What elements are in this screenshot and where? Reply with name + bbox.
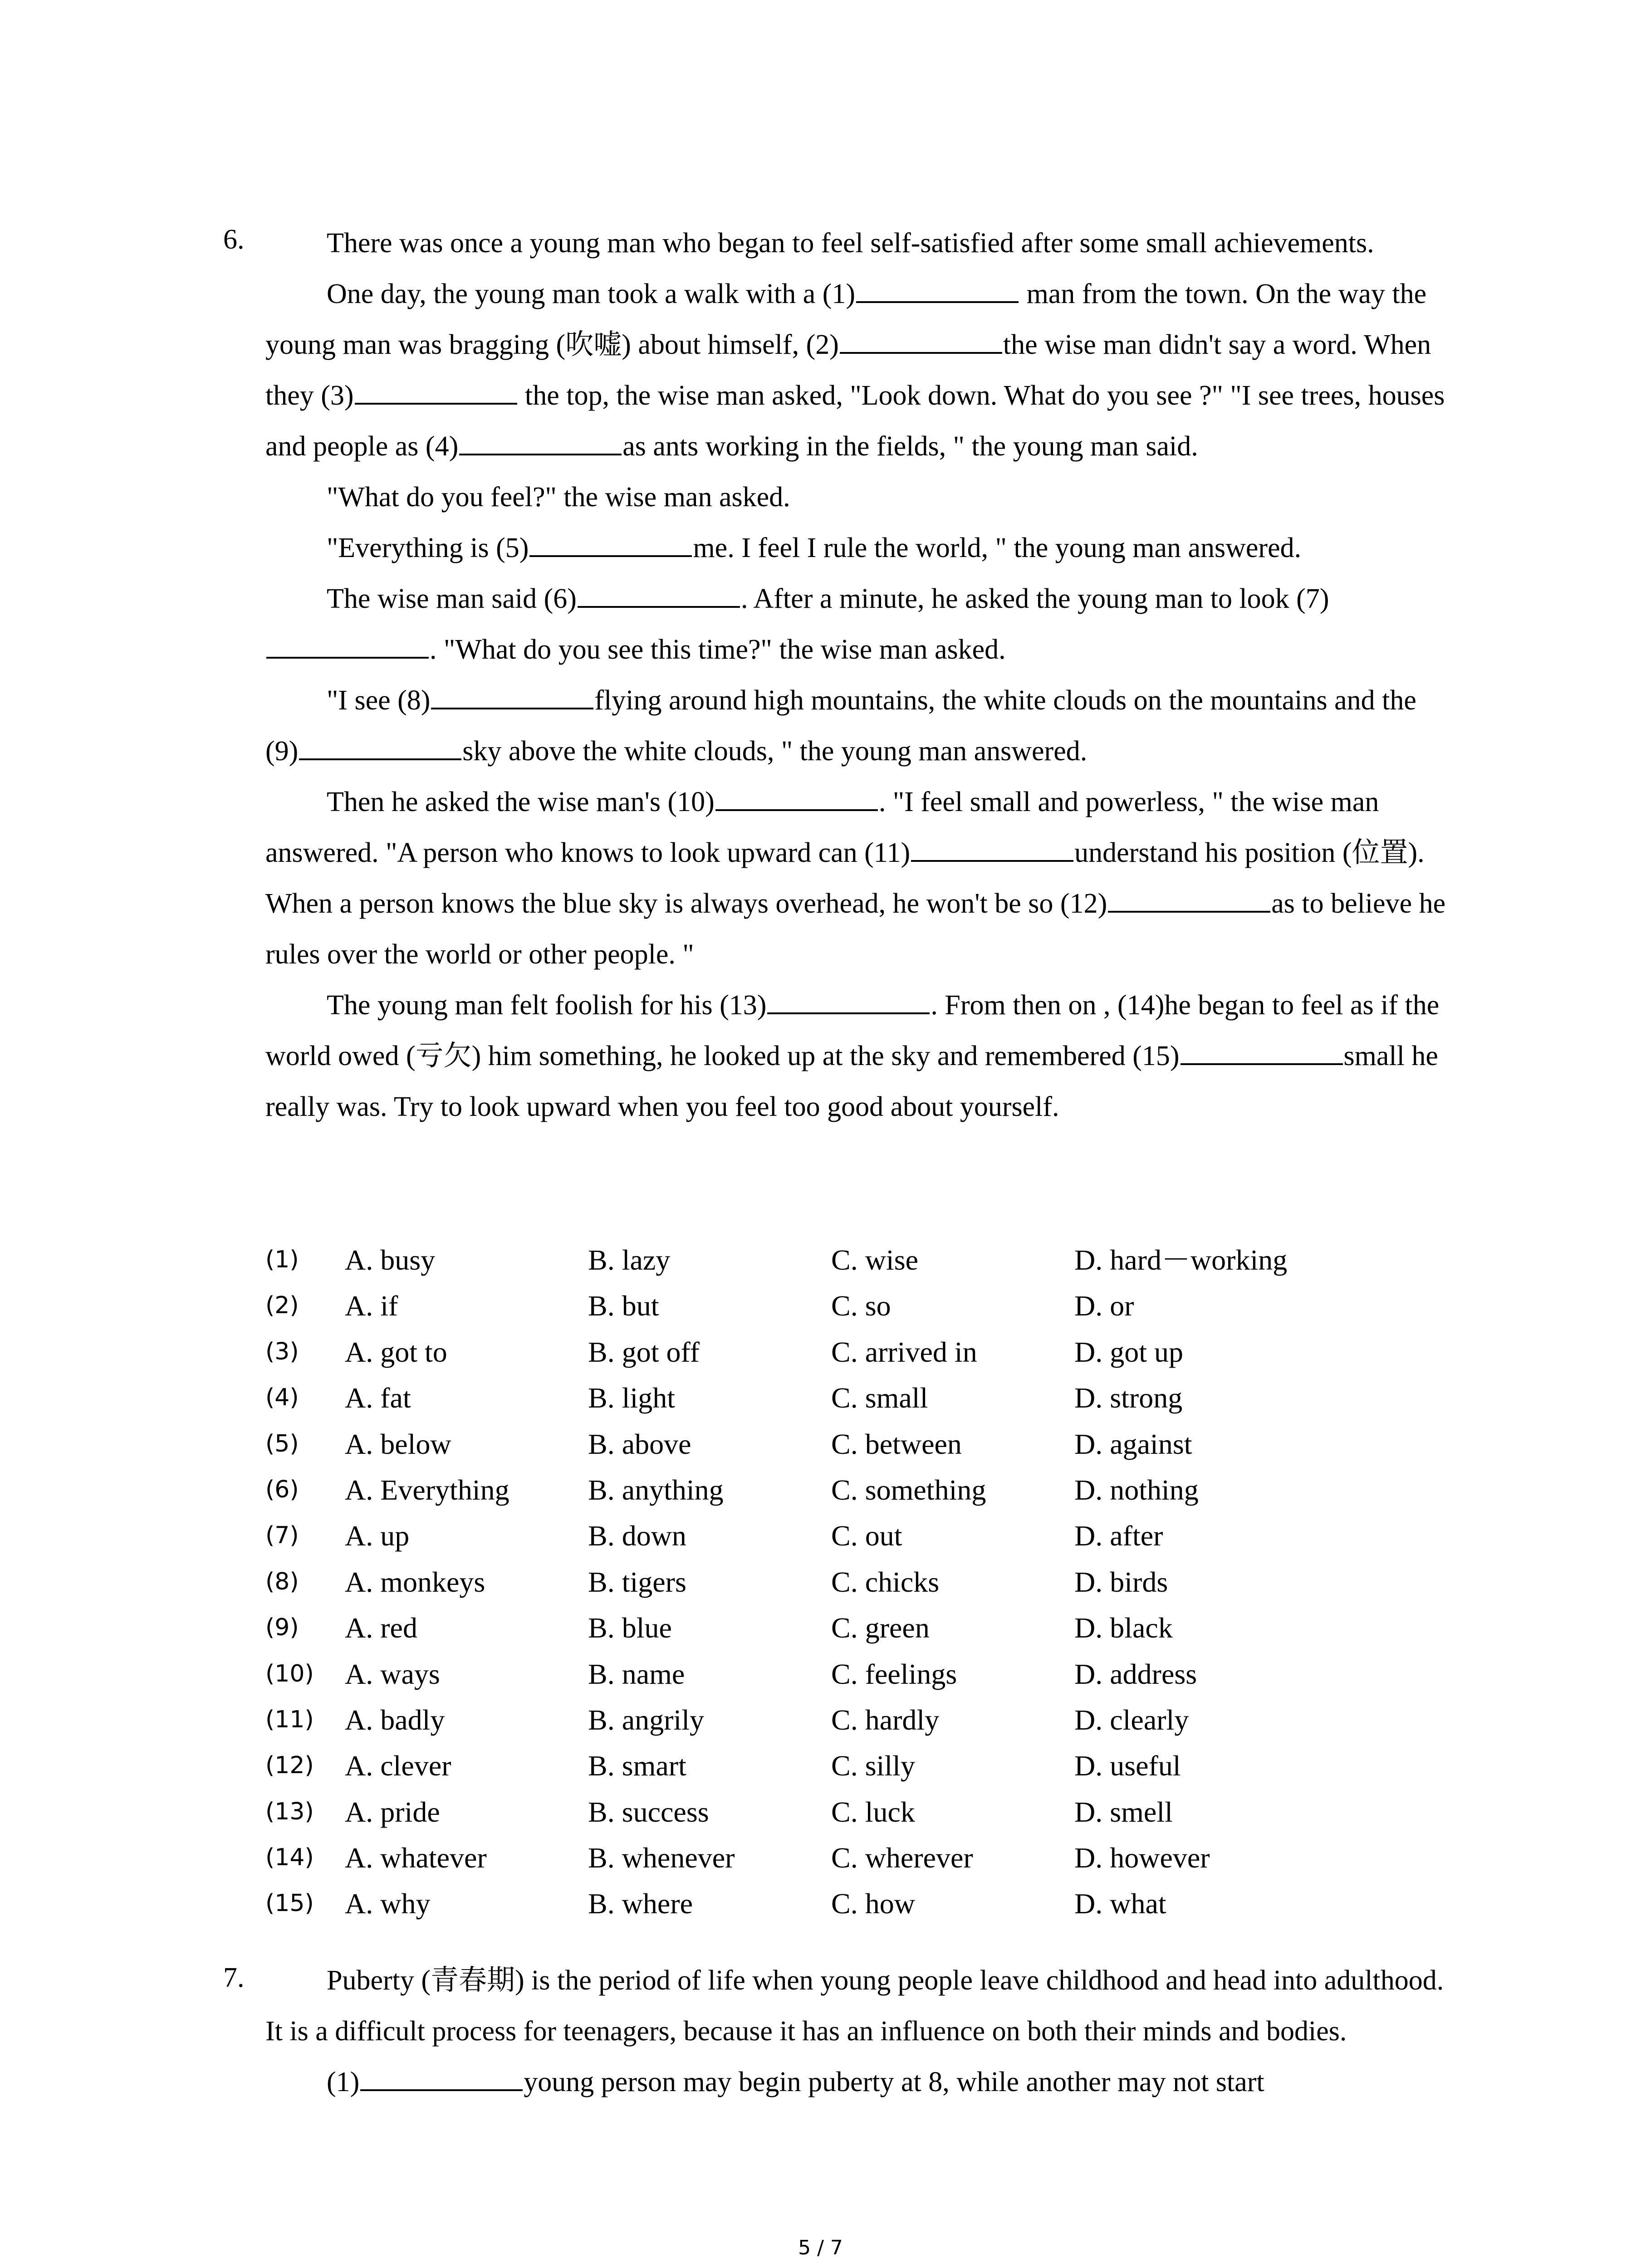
option-c[interactable]: C. between xyxy=(831,1427,962,1460)
option-d[interactable]: D. nothing xyxy=(1074,1473,1199,1506)
option-b[interactable]: B. whenever xyxy=(588,1842,735,1874)
option-b[interactable]: B. smart xyxy=(588,1750,686,1782)
option-d[interactable]: D. useful xyxy=(1074,1750,1181,1782)
option-number: (11) xyxy=(265,1706,314,1733)
option-c[interactable]: C. hardly xyxy=(831,1703,940,1736)
answer-blank-2[interactable] xyxy=(840,324,1002,354)
option-a[interactable]: A. below xyxy=(345,1427,451,1460)
option-number: (8) xyxy=(265,1568,299,1595)
option-number: (14) xyxy=(265,1844,314,1872)
option-number: (10) xyxy=(265,1660,314,1687)
option-c[interactable]: C. wherever xyxy=(831,1842,973,1874)
question-7-passage xyxy=(265,1955,1454,2107)
passage-paragraph xyxy=(265,980,1454,1132)
passage-paragraph: "What do you feel?" the wise man asked. xyxy=(327,482,790,513)
option-number: (9) xyxy=(265,1614,299,1642)
text-segment: understand his position (位置). When a person knows the blue sky is always overhead, he won't be so (12) xyxy=(265,837,1425,919)
option-c[interactable]: C. green xyxy=(831,1612,930,1644)
option-row xyxy=(265,1881,1445,1926)
option-d[interactable]: D. clearly xyxy=(1074,1703,1189,1736)
option-c[interactable]: C. small xyxy=(831,1382,928,1414)
answer-blank-1[interactable] xyxy=(856,273,1019,303)
option-a[interactable]: A. busy xyxy=(345,1244,436,1276)
option-c[interactable]: C. chicks xyxy=(831,1565,940,1598)
option-number: (2) xyxy=(265,1292,299,1320)
option-number: (5) xyxy=(265,1430,299,1457)
option-a[interactable]: A. got to xyxy=(345,1335,447,1368)
option-a[interactable]: A. fat xyxy=(345,1382,411,1414)
answer-blank-11[interactable] xyxy=(911,832,1073,862)
option-row xyxy=(265,1329,1445,1375)
option-d[interactable]: D. against xyxy=(1074,1427,1192,1460)
option-c[interactable]: C. out xyxy=(831,1520,902,1552)
answer-blank-1[interactable] xyxy=(360,2061,523,2091)
option-b[interactable]: B. anything xyxy=(588,1473,724,1506)
passage-paragraph xyxy=(265,2057,1454,2107)
answer-blank-7[interactable] xyxy=(266,629,429,659)
option-d[interactable]: D. smell xyxy=(1074,1795,1173,1828)
text-segment: . After a minute, he asked the young man to look (7) xyxy=(740,583,1329,614)
option-c[interactable]: C. feelings xyxy=(831,1657,957,1690)
option-row xyxy=(265,1835,1445,1881)
option-number: (6) xyxy=(265,1476,299,1503)
option-number: (3) xyxy=(265,1338,299,1365)
text-segment: Then he asked the wise man's (10) xyxy=(327,787,715,817)
option-d[interactable]: D. or xyxy=(1074,1290,1134,1322)
page-number: 5 / 7 xyxy=(798,2236,843,2259)
text-segment: the wise man didn't say a word. When they (3) xyxy=(265,329,1431,411)
passage-paragraph: There was once a young man who began to feel self-satisfied after some small achievements. xyxy=(327,228,1374,259)
option-row xyxy=(265,1789,1445,1835)
option-row xyxy=(265,1283,1445,1329)
answer-blank-12[interactable] xyxy=(1108,883,1270,913)
option-b[interactable]: B. light xyxy=(588,1382,676,1414)
option-c[interactable]: C. so xyxy=(831,1290,891,1322)
text-segment: "I see (8) xyxy=(327,685,431,716)
text-segment: . From then on , (14)he began to feel as if the world owed (亏欠) him something, he looked up at the sky and remembered (15) xyxy=(265,990,1440,1071)
option-c[interactable]: C. wise xyxy=(831,1244,918,1276)
option-b[interactable]: B. where xyxy=(588,1887,693,1920)
option-row xyxy=(265,1605,1445,1651)
answer-blank-10[interactable] xyxy=(715,781,878,811)
answer-blank-13[interactable] xyxy=(767,984,930,1014)
option-number: (13) xyxy=(265,1798,314,1825)
option-b[interactable]: B. success xyxy=(588,1795,709,1828)
option-number: (4) xyxy=(265,1384,299,1412)
option-c[interactable]: C. something xyxy=(831,1473,986,1506)
option-number: (1) xyxy=(265,1246,299,1273)
text-segment: man from the town. On the way the young man was bragging (吹嘘) about himself, (2) xyxy=(265,279,1427,360)
option-row xyxy=(265,1651,1445,1697)
option-a[interactable]: A. up xyxy=(345,1520,410,1552)
text-segment: . "What do you see this time?" the wise man asked. xyxy=(430,634,1006,665)
answer-blank-9[interactable] xyxy=(299,730,461,760)
text-segment: "Everything is (5) xyxy=(327,533,529,563)
passage-paragraph xyxy=(265,573,1454,675)
question-7-number: 7. xyxy=(223,1962,245,1993)
text-segment: (1) xyxy=(327,2067,360,2097)
option-row xyxy=(265,1237,1445,1283)
text-segment: the top, the wise man asked, "Look down. What do you see ?" "I see trees, houses and people as (4) xyxy=(265,380,1445,462)
option-row xyxy=(265,1467,1445,1513)
question-6-passage xyxy=(265,218,1454,1132)
option-d[interactable]: D. however xyxy=(1074,1842,1210,1874)
option-row xyxy=(265,1513,1445,1559)
option-number: (12) xyxy=(265,1752,314,1779)
text-segment: as ants working in the fields, " the young man said. xyxy=(622,431,1198,462)
passage-paragraph xyxy=(265,269,1454,472)
option-a[interactable]: A. ways xyxy=(345,1657,440,1690)
answer-blank-8[interactable] xyxy=(431,679,593,709)
option-b[interactable]: B. angrily xyxy=(588,1703,704,1736)
text-segment: small he really was. Try to look upward when you feel too good about yourself. xyxy=(265,1041,1438,1122)
option-a[interactable]: A. Everything xyxy=(345,1473,509,1506)
option-c[interactable]: C. silly xyxy=(831,1750,915,1782)
text-segment: sky above the white clouds, " the young man answered. xyxy=(462,736,1087,767)
option-d[interactable]: D. got up xyxy=(1074,1335,1183,1368)
answer-blank-6[interactable] xyxy=(578,578,740,608)
option-row xyxy=(265,1697,1445,1743)
option-d[interactable]: D. black xyxy=(1074,1612,1173,1644)
option-number: (7) xyxy=(265,1522,299,1549)
answer-options xyxy=(265,1237,1445,1927)
option-c[interactable]: C. luck xyxy=(831,1795,915,1828)
text-segment: The wise man said (6) xyxy=(327,583,577,614)
option-d[interactable]: D. after xyxy=(1074,1520,1163,1552)
text-segment: . "I feel small and powerless, " the wise man answered. "A person who knows to look upward can (11) xyxy=(265,787,1379,868)
question-6-number: 6. xyxy=(223,224,245,255)
option-a[interactable]: A. if xyxy=(345,1290,398,1322)
option-a[interactable]: A. badly xyxy=(345,1703,445,1736)
option-a[interactable]: A. clever xyxy=(345,1750,451,1782)
option-row xyxy=(265,1375,1445,1421)
text-segment: young person may begin puberty at 8, while another may not start xyxy=(524,2067,1264,2097)
answer-blank-5[interactable] xyxy=(529,527,692,557)
passage-paragraph: Puberty (青春期) is the period of life when young people leave childhood and head into adulthood. It is a difficult process for teenagers, because it has an influence on both their minds and bodies. xyxy=(265,1965,1444,2047)
passage-paragraph xyxy=(265,523,1454,573)
option-row xyxy=(265,1743,1445,1789)
answer-blank-4[interactable] xyxy=(459,425,622,455)
option-c[interactable]: C. how xyxy=(831,1887,915,1920)
option-a[interactable]: A. pride xyxy=(345,1795,440,1828)
option-b[interactable]: B. tigers xyxy=(588,1565,686,1598)
answer-blank-15[interactable] xyxy=(1181,1035,1343,1065)
option-d[interactable]: D. address xyxy=(1074,1657,1197,1690)
option-d[interactable]: D. what xyxy=(1074,1887,1166,1920)
option-b[interactable]: B. lazy xyxy=(588,1244,671,1276)
option-b[interactable]: B. got off xyxy=(588,1335,700,1368)
option-number: (15) xyxy=(265,1890,314,1917)
option-row xyxy=(265,1559,1445,1605)
option-b[interactable]: B. but xyxy=(588,1290,659,1322)
option-b[interactable]: B. blue xyxy=(588,1612,672,1644)
option-d[interactable]: D. strong xyxy=(1074,1382,1183,1414)
answer-blank-3[interactable] xyxy=(355,375,517,405)
text-segment: me. I feel I rule the world, " the young man answered. xyxy=(693,533,1302,563)
text-segment: flying around high mountains, the white clouds on the mountains and the (9) xyxy=(265,685,1416,767)
text-segment: One day, the young man took a walk with a (1) xyxy=(327,279,856,309)
passage-paragraph xyxy=(265,675,1454,777)
passage-paragraph xyxy=(265,777,1454,980)
option-row xyxy=(265,1421,1445,1467)
option-b[interactable]: B. name xyxy=(588,1657,685,1690)
option-a[interactable]: A. whatever xyxy=(345,1842,487,1874)
option-a[interactable]: A. monkeys xyxy=(345,1565,485,1598)
option-c[interactable]: C. arrived in xyxy=(831,1335,977,1368)
text-segment: as to believe he rules over the world or other people. " xyxy=(265,888,1446,970)
option-d[interactable]: D. hard－working xyxy=(1074,1244,1288,1276)
option-b[interactable]: B. down xyxy=(588,1520,686,1552)
text-segment: The young man felt foolish for his (13) xyxy=(327,990,767,1021)
option-b[interactable]: B. above xyxy=(588,1427,691,1460)
option-d[interactable]: D. birds xyxy=(1074,1565,1168,1598)
option-a[interactable]: A. why xyxy=(345,1887,431,1920)
option-a[interactable]: A. red xyxy=(345,1612,417,1644)
